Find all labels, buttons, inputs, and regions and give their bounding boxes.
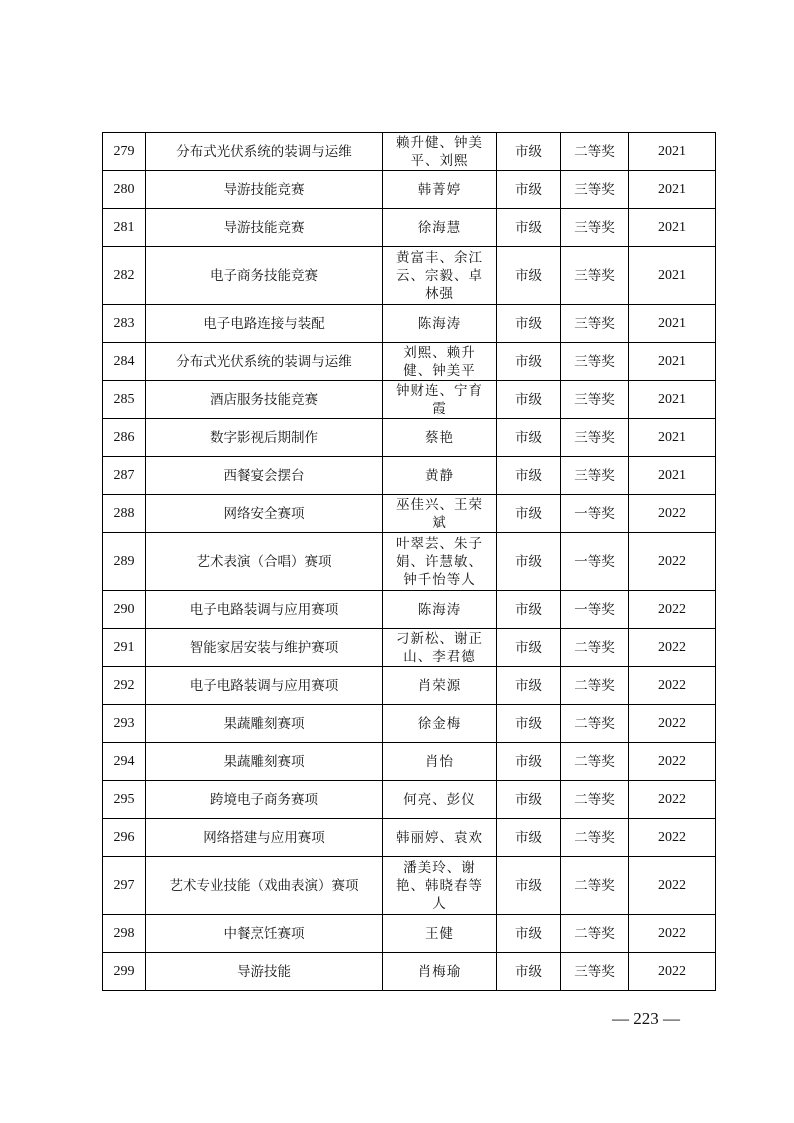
table-row: [103, 343, 716, 381]
participant-names: 叶翠芸、朱子 娟、许慧敏、 钟千怡等人: [383, 533, 497, 591]
table-row: [103, 915, 716, 953]
award-grade: 二等奖: [561, 781, 629, 819]
award-level: 市级: [497, 305, 561, 343]
project-name: 分布式光伏系统的装调与运维: [146, 133, 383, 171]
award-grade: 三等奖: [561, 419, 629, 457]
table-row: [103, 591, 716, 629]
row-number: 280: [103, 171, 146, 209]
award-year: 2022: [629, 857, 716, 915]
participant-names: 潘美玲、谢 艳、韩晓春等 人: [383, 857, 497, 915]
participant-names: 巫佳兴、王荣 斌: [383, 495, 497, 533]
row-number: 286: [103, 419, 146, 457]
award-level: 市级: [497, 343, 561, 381]
participant-names: 徐海慧: [383, 209, 497, 247]
award-grade: 三等奖: [561, 343, 629, 381]
row-number: 279: [103, 133, 146, 171]
table-row: [103, 457, 716, 495]
project-name: 电子商务技能竞赛: [146, 247, 383, 305]
award-year: 2021: [629, 305, 716, 343]
award-year: 2022: [629, 629, 716, 667]
award-level: 市级: [497, 419, 561, 457]
table-row: [103, 133, 716, 171]
award-grade: 二等奖: [561, 705, 629, 743]
table-row: [103, 171, 716, 209]
award-level: 市级: [497, 591, 561, 629]
participant-names: 钟财连、宁育 霞: [383, 381, 497, 419]
award-year: 2021: [629, 343, 716, 381]
award-grade: 一等奖: [561, 533, 629, 591]
project-name: 网络安全赛项: [146, 495, 383, 533]
award-level: 市级: [497, 533, 561, 591]
table-row: [103, 743, 716, 781]
award-grade: 二等奖: [561, 915, 629, 953]
award-year: 2022: [629, 495, 716, 533]
row-number: 284: [103, 343, 146, 381]
row-number: 287: [103, 457, 146, 495]
table-row: [103, 705, 716, 743]
row-number: 295: [103, 781, 146, 819]
project-name: 中餐烹饪赛项: [146, 915, 383, 953]
row-number: 297: [103, 857, 146, 915]
award-level: 市级: [497, 209, 561, 247]
award-year: 2022: [629, 743, 716, 781]
row-number: 296: [103, 819, 146, 857]
page-number: — 223 —: [612, 1009, 680, 1028]
award-year: 2022: [629, 819, 716, 857]
award-level: 市级: [497, 857, 561, 915]
participant-names: 肖怡: [383, 743, 497, 781]
award-year: 2022: [629, 781, 716, 819]
participant-names: 蔡艳: [383, 419, 497, 457]
participant-names: 陈海涛: [383, 305, 497, 343]
table-row: [103, 209, 716, 247]
award-grade: 二等奖: [561, 629, 629, 667]
table-row: [103, 305, 716, 343]
row-number: 298: [103, 915, 146, 953]
award-year: 2021: [629, 133, 716, 171]
award-level: 市级: [497, 705, 561, 743]
table-row: [103, 495, 716, 533]
row-number: 294: [103, 743, 146, 781]
project-name: 智能家居安装与维护赛项: [146, 629, 383, 667]
row-number: 281: [103, 209, 146, 247]
table-row: [103, 381, 716, 419]
award-level: 市级: [497, 381, 561, 419]
table-row: [103, 667, 716, 705]
row-number: 292: [103, 667, 146, 705]
award-grade: 三等奖: [561, 247, 629, 305]
award-grade: 三等奖: [561, 305, 629, 343]
participant-names: 肖梅瑜: [383, 953, 497, 991]
award-year: 2021: [629, 381, 716, 419]
participant-names: 徐金梅: [383, 705, 497, 743]
project-name: 艺术专业技能（戏曲表演）赛项: [146, 857, 383, 915]
project-name: 果蔬雕刻赛项: [146, 743, 383, 781]
award-year: 2022: [629, 705, 716, 743]
award-year: 2022: [629, 667, 716, 705]
project-name: 艺术表演（合唱）赛项: [146, 533, 383, 591]
row-number: 288: [103, 495, 146, 533]
project-name: 电子电路连接与装配: [146, 305, 383, 343]
award-level: 市级: [497, 247, 561, 305]
project-name: 电子电路装调与应用赛项: [146, 591, 383, 629]
table-row: [103, 819, 716, 857]
row-number: 299: [103, 953, 146, 991]
award-grade: 二等奖: [561, 667, 629, 705]
award-grade: 三等奖: [561, 457, 629, 495]
award-level: 市级: [497, 457, 561, 495]
row-number: 282: [103, 247, 146, 305]
row-number: 289: [103, 533, 146, 591]
award-year: 2022: [629, 591, 716, 629]
table-row: [103, 781, 716, 819]
row-number: 291: [103, 629, 146, 667]
table-row: [103, 953, 716, 991]
award-year: 2021: [629, 247, 716, 305]
award-level: 市级: [497, 629, 561, 667]
participant-names: 韩菁婷: [383, 171, 497, 209]
row-number: 283: [103, 305, 146, 343]
awards-table: [102, 132, 716, 991]
award-level: 市级: [497, 171, 561, 209]
project-name: 西餐宴会摆台: [146, 457, 383, 495]
award-grade: 二等奖: [561, 133, 629, 171]
table-row: [103, 533, 716, 591]
participant-names: 王健: [383, 915, 497, 953]
award-grade: 三等奖: [561, 171, 629, 209]
project-name: 跨境电子商务赛项: [146, 781, 383, 819]
award-level: 市级: [497, 915, 561, 953]
award-level: 市级: [497, 743, 561, 781]
row-number: 290: [103, 591, 146, 629]
award-grade: 二等奖: [561, 819, 629, 857]
participant-names: 黄富丰、余江 云、宗毅、卓 林强: [383, 247, 497, 305]
award-grade: 三等奖: [561, 209, 629, 247]
award-year: 2022: [629, 533, 716, 591]
participant-names: 陈海涛: [383, 591, 497, 629]
award-year: 2021: [629, 419, 716, 457]
participant-names: 赖升健、钟美 平、刘熙: [383, 133, 497, 171]
participant-names: 肖荣源: [383, 667, 497, 705]
table-row: [103, 857, 716, 915]
award-year: 2022: [629, 915, 716, 953]
table-row: [103, 247, 716, 305]
award-level: 市级: [497, 133, 561, 171]
project-name: 导游技能竞赛: [146, 171, 383, 209]
table-row: [103, 419, 716, 457]
award-grade: 一等奖: [561, 591, 629, 629]
award-level: 市级: [497, 781, 561, 819]
award-level: 市级: [497, 667, 561, 705]
award-year: 2022: [629, 953, 716, 991]
row-number: 285: [103, 381, 146, 419]
project-name: 果蔬雕刻赛项: [146, 705, 383, 743]
project-name: 电子电路装调与应用赛项: [146, 667, 383, 705]
award-grade: 一等奖: [561, 495, 629, 533]
project-name: 数字影视后期制作: [146, 419, 383, 457]
participant-names: 黄静: [383, 457, 497, 495]
award-grade: 三等奖: [561, 953, 629, 991]
project-name: 酒店服务技能竞赛: [146, 381, 383, 419]
participant-names: 韩丽婷、袁欢: [383, 819, 497, 857]
award-level: 市级: [497, 953, 561, 991]
award-year: 2021: [629, 457, 716, 495]
participant-names: 刘熙、赖升 健、钟美平: [383, 343, 497, 381]
project-name: 网络搭建与应用赛项: [146, 819, 383, 857]
participant-names: 何亮、彭仪: [383, 781, 497, 819]
award-level: 市级: [497, 495, 561, 533]
award-grade: 二等奖: [561, 857, 629, 915]
participant-names: 刁新松、谢正 山、李君德: [383, 629, 497, 667]
row-number: 293: [103, 705, 146, 743]
award-year: 2021: [629, 209, 716, 247]
award-grade: 三等奖: [561, 381, 629, 419]
award-year: 2021: [629, 171, 716, 209]
table-row: [103, 629, 716, 667]
project-name: 分布式光伏系统的装调与运维: [146, 343, 383, 381]
award-level: 市级: [497, 819, 561, 857]
award-grade: 二等奖: [561, 743, 629, 781]
project-name: 导游技能竞赛: [146, 209, 383, 247]
project-name: 导游技能: [146, 953, 383, 991]
